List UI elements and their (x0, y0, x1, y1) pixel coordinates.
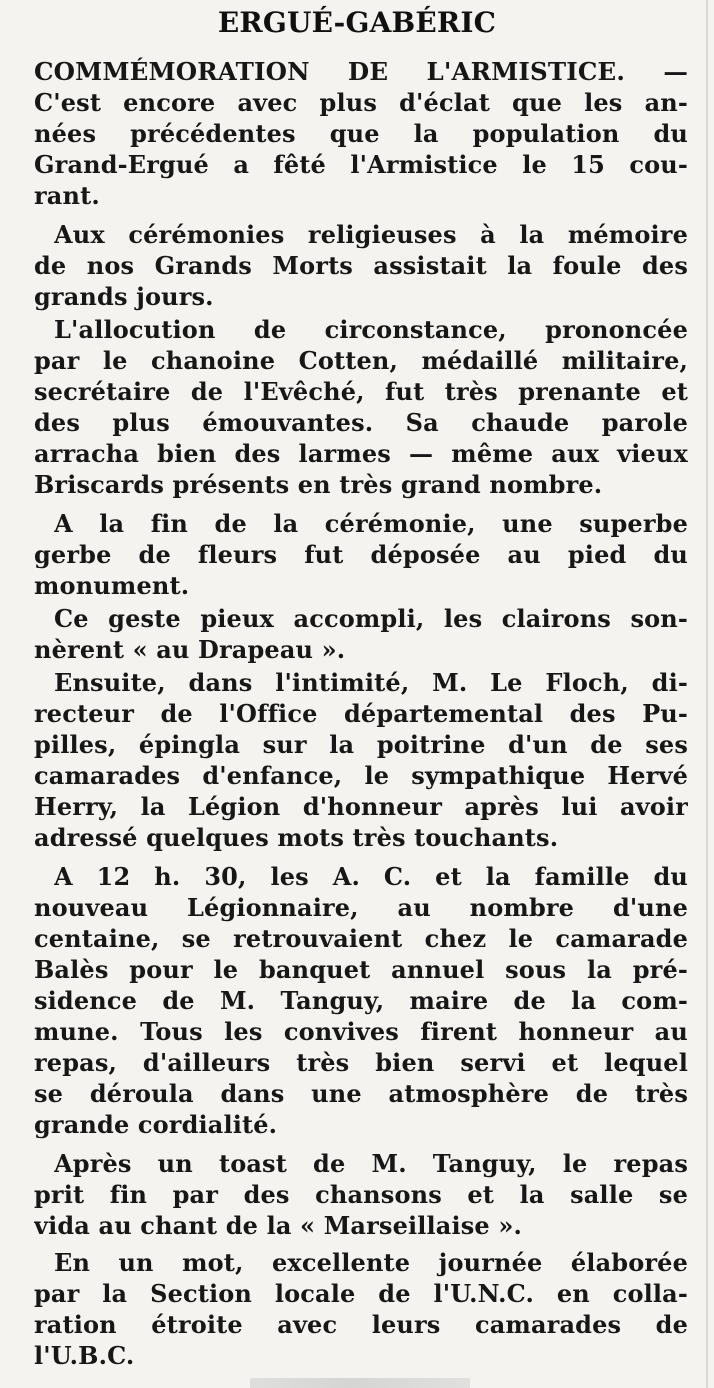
article-line: Grand-Ergué a fêté l'Armistice le 15 cou- (34, 150, 688, 179)
article-line: Ce geste pieux accompli, les clairons son- (54, 604, 688, 633)
article-line: l'U.B.C. (34, 1341, 135, 1370)
column-rule (706, 0, 708, 1388)
article-line: repas, d'ailleurs très bien servi et lequel (34, 1048, 688, 1077)
article-line: nouveau Légionnaire, au nombre d'une (34, 893, 688, 922)
article-line: par le chanoine Cotten, médaillé militaire, (34, 346, 688, 375)
article-line: prit fin par des chansons et la salle se (34, 1180, 688, 1209)
article-line: A 12 h. 30, les A. C. et la famille du (54, 862, 688, 891)
article-line: Herry, la Légion d'honneur après lui avoir (34, 792, 688, 821)
article-line: grands jours. (34, 282, 214, 311)
article-line: ration étroite avec leurs camarades de (34, 1310, 688, 1339)
article-line: mune. Tous les convives firent honneur au (34, 1017, 688, 1046)
article-line: recteur de l'Office départemental des Pu- (34, 699, 688, 728)
cropped-next-heading-fragment (250, 1378, 470, 1388)
article-line: Balès pour le banquet annuel sous la pré- (34, 955, 688, 984)
article-line: arracha bien des larmes — même aux vieux (34, 439, 688, 468)
article-line: En un mot, excellente journée élaborée (54, 1248, 688, 1277)
article-line: vida au chant de la « Marseillaise ». (34, 1211, 522, 1240)
article-line: des plus émouvantes. Sa chaude parole (34, 408, 688, 437)
article-line: se déroula dans une atmosphère de très (34, 1079, 688, 1108)
article-line: camarades d'enfance, le sympathique Hervé (34, 761, 688, 790)
article-line: secrétaire de l'Evêché, fut très prenante et (34, 377, 688, 406)
article-line: Aux cérémonies religieuses à la mémoire (54, 220, 688, 249)
article-line: L'allocution de circonstance, prononcée (54, 315, 688, 344)
article-line: Après un toast de M. Tanguy, le repas (54, 1149, 688, 1178)
article-line: gerbe de fleurs fut déposée au pied du (34, 540, 688, 569)
article-line: adressé quelques mots très touchants. (34, 823, 559, 852)
article-line: A la fin de la cérémonie, une superbe (54, 509, 688, 538)
article-line: centaine, se retrouvaient chez le camarade (34, 924, 688, 953)
article-line: grande cordialité. (34, 1110, 278, 1139)
article-line: nées précédentes que la population du (34, 119, 688, 148)
article-line: Briscards présents en très grand nombre. (34, 470, 603, 499)
article-line: nèrent « au Drapeau ». (34, 635, 346, 664)
article-line: C'est encore avec plus d'éclat que les an- (34, 88, 688, 117)
article-line: sidence de M. Tanguy, maire de la com- (34, 986, 688, 1015)
article-line: rant. (34, 181, 100, 210)
article-line: de nos Grands Morts assistait la foule des (34, 251, 688, 280)
article-line: Ensuite, dans l'intimité, M. Le Floch, di- (54, 668, 688, 697)
article-title: ERGUÉ-GABÉRIC (217, 6, 497, 39)
article-line: monument. (34, 571, 190, 600)
article-line: COMMÉMORATION DE L'ARMISTICE. — (34, 57, 688, 86)
article-line: pilles, épingla sur la poitrine d'un de ses (34, 730, 688, 759)
article-line: par la Section locale de l'U.N.C. en colla- (34, 1279, 688, 1308)
